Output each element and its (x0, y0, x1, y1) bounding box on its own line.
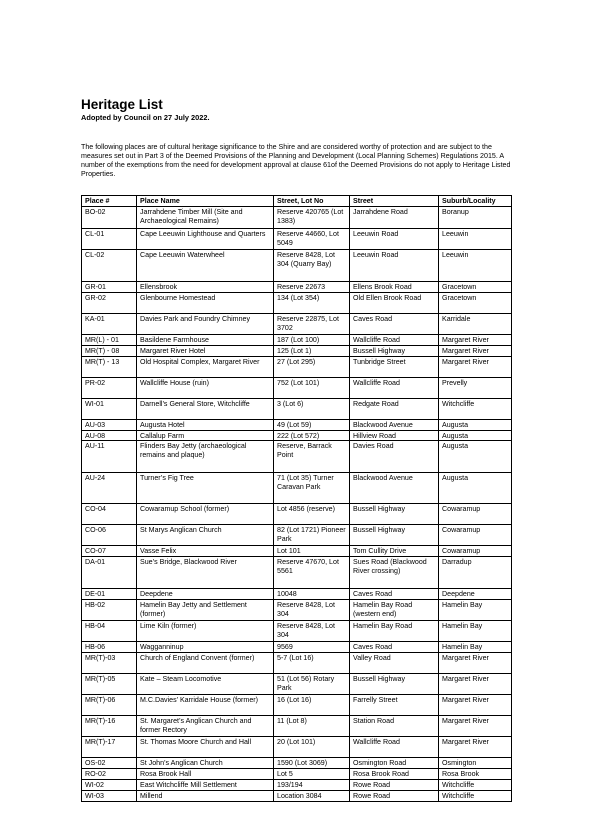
header-suburb: Suburb/Locality (439, 196, 512, 207)
suburb-cell: Karridale (439, 313, 512, 334)
street-cell: Rowe Road (350, 779, 439, 790)
place-number-cell: CL-02 (82, 249, 137, 281)
street-lot-cell: Reserve 22673 (274, 281, 350, 292)
street-cell: Blackwood Avenue (350, 473, 439, 504)
table-row (82, 249, 512, 281)
table-row (82, 737, 512, 758)
header-street: Street (350, 196, 439, 207)
street-cell: Hamelin Bay Road (350, 621, 439, 642)
suburb-cell: Cowaramup (439, 525, 512, 546)
place-name-cell: Millend (137, 790, 274, 801)
table-row (82, 600, 512, 621)
suburb-cell: Cowaramup (439, 504, 512, 525)
intro-paragraph: The following places are of cultural heritage significance to the Shire and are considered worthy of protection and are subject to the measures set out in Part 3 of the Deemed Provisions of the Planning and Development (Local Planning Schemes) Regulations 2015. A number of the exemptions from the need for development approval at clause 61of the Deemed Provisions do not apply to Heritage Listed Properties. (81, 143, 511, 179)
table-row (82, 653, 512, 674)
suburb-cell: Margaret River (439, 356, 512, 377)
street-lot-cell: 9569 (274, 642, 350, 653)
suburb-cell: Augusta (439, 430, 512, 441)
place-name-cell: Flinders Bay Jetty (archaeological remains and plaque) (137, 441, 274, 473)
place-name-cell: Rosa Brook Hall (137, 769, 274, 780)
place-name-cell: Church of England Convent (former) (137, 653, 274, 674)
table-row (82, 419, 512, 430)
street-cell: Bussell Highway (350, 525, 439, 546)
street-cell: Leeuwin Road (350, 249, 439, 281)
street-cell: Hamelin Bay Road (western end) (350, 600, 439, 621)
table-row (82, 779, 512, 790)
street-lot-cell: Reserve 8428, Lot 304 (Quarry Bay) (274, 249, 350, 281)
table-row (82, 398, 512, 419)
header-street-lot: Street, Lot No (274, 196, 350, 207)
street-lot-cell: Reserve, Barrack Point (274, 441, 350, 473)
place-number-cell: BO-02 (82, 206, 137, 228)
street-cell: Farrelly Street (350, 695, 439, 716)
place-number-cell: AU-24 (82, 473, 137, 504)
place-number-cell: OS-02 (82, 758, 137, 769)
place-number-cell: RO-02 (82, 769, 137, 780)
place-name-cell: St John’s Anglican Church (137, 758, 274, 769)
table-row (82, 377, 512, 398)
suburb-cell: Witchcliffe (439, 790, 512, 801)
place-name-cell: St Marys Anglican Church (137, 525, 274, 546)
table-row (82, 504, 512, 525)
place-number-cell: GR-01 (82, 281, 137, 292)
place-number-cell: MR(T) - 08 (82, 345, 137, 356)
suburb-cell: Rosa Brook (439, 769, 512, 780)
suburb-cell: Margaret River (439, 716, 512, 737)
street-cell: Caves Road (350, 642, 439, 653)
place-name-cell: Cowaramup School (former) (137, 504, 274, 525)
street-lot-cell: 3 (Lot 6) (274, 398, 350, 419)
street-cell: Ellens Brook Road (350, 281, 439, 292)
table-row (82, 642, 512, 653)
suburb-cell: Prevelly (439, 377, 512, 398)
suburb-cell: Margaret River (439, 695, 512, 716)
street-cell: Blackwood Avenue (350, 419, 439, 430)
street-lot-cell: Location 3084 (274, 790, 350, 801)
table-row (82, 621, 512, 642)
table-row (82, 525, 512, 546)
place-name-cell: Hamelin Bay Jetty and Settlement (former) (137, 600, 274, 621)
place-name-cell: Vasse Felix (137, 546, 274, 557)
street-lot-cell: Reserve 420765 (Lot 1383) (274, 206, 350, 228)
place-number-cell: DE-01 (82, 589, 137, 600)
street-cell: Leeuwin Road (350, 228, 439, 249)
place-name-cell: Darnell’s General Store, Witchcliffe (137, 398, 274, 419)
table-row (82, 206, 512, 228)
table-row (82, 758, 512, 769)
street-lot-cell: 5-7 (Lot 16) (274, 653, 350, 674)
suburb-cell: Hamelin Bay (439, 600, 512, 621)
street-lot-cell: 752 (Lot 101) (274, 377, 350, 398)
place-number-cell: WI-01 (82, 398, 137, 419)
table-row (82, 716, 512, 737)
street-cell: Osmington Road (350, 758, 439, 769)
suburb-cell: Margaret River (439, 653, 512, 674)
place-name-cell: Basildene Farmhouse (137, 334, 274, 345)
place-name-cell: Cape Leeuwin Lighthouse and Quarters (137, 228, 274, 249)
place-name-cell: Margaret River Hotel (137, 345, 274, 356)
place-name-cell: St. Margaret’s Anglican Church and former Rectory (137, 716, 274, 737)
suburb-cell: Leeuwin (439, 249, 512, 281)
table-row (82, 228, 512, 249)
place-number-cell: HB-04 (82, 621, 137, 642)
suburb-cell: Augusta (439, 419, 512, 430)
street-lot-cell: Reserve 22875, Lot 3702 (274, 313, 350, 334)
suburb-cell: Deepdene (439, 589, 512, 600)
street-lot-cell: Reserve 47670, Lot 5561 (274, 557, 350, 589)
header-place-number: Place # (82, 196, 137, 207)
street-cell: Old Ellen Brook Road (350, 292, 439, 313)
adoption-note: Adopted by Council on 27 July 2022. (81, 113, 210, 122)
place-name-cell: Kate – Steam Locomotive (137, 674, 274, 695)
street-lot-cell: 11 (Lot 8) (274, 716, 350, 737)
place-number-cell: HB-02 (82, 600, 137, 621)
place-number-cell: CL-01 (82, 228, 137, 249)
suburb-cell: Gracetown (439, 292, 512, 313)
suburb-cell: Margaret River (439, 334, 512, 345)
place-name-cell: M.C.Davies’ Karridale House (former) (137, 695, 274, 716)
place-number-cell: CO-06 (82, 525, 137, 546)
street-lot-cell: 222 (Lot 572) (274, 430, 350, 441)
suburb-cell: Hamelin Bay (439, 621, 512, 642)
place-number-cell: PR-02 (82, 377, 137, 398)
street-lot-cell: Reserve 44660, Lot 5049 (274, 228, 350, 249)
street-cell: Redgate Road (350, 398, 439, 419)
suburb-cell: Witchcliffe (439, 398, 512, 419)
place-name-cell: Cape Leeuwin Waterwheel (137, 249, 274, 281)
suburb-cell: Leeuwin (439, 228, 512, 249)
place-number-cell: WI-02 (82, 779, 137, 790)
table-row (82, 790, 512, 801)
place-number-cell: GR-02 (82, 292, 137, 313)
street-cell: Jarrahdene Road (350, 206, 439, 228)
street-lot-cell: 51 (Lot 56) Rotary Park (274, 674, 350, 695)
place-name-cell: Augusta Hotel (137, 419, 274, 430)
table-row (82, 281, 512, 292)
street-cell: Tom Cullity Drive (350, 546, 439, 557)
place-name-cell: East Witchcliffe Mill Settlement (137, 779, 274, 790)
place-number-cell: AU-08 (82, 430, 137, 441)
place-number-cell: HB-06 (82, 642, 137, 653)
table-header-row (82, 196, 512, 207)
street-cell: Wallcliffe Road (350, 737, 439, 758)
suburb-cell: Osmington (439, 758, 512, 769)
place-number-cell: CO-04 (82, 504, 137, 525)
place-number-cell: MR(L) - 01 (82, 334, 137, 345)
street-lot-cell: 125 (Lot 1) (274, 345, 350, 356)
table-row (82, 695, 512, 716)
table-row (82, 546, 512, 557)
table-row (82, 356, 512, 377)
suburb-cell: Darradup (439, 557, 512, 589)
suburb-cell: Augusta (439, 441, 512, 473)
street-cell: Davies Road (350, 441, 439, 473)
street-lot-cell: 10048 (274, 589, 350, 600)
street-cell: Wallcliffe Road (350, 377, 439, 398)
place-number-cell: CO-07 (82, 546, 137, 557)
street-lot-cell: 187 (Lot 100) (274, 334, 350, 345)
street-cell: Valley Road (350, 653, 439, 674)
street-cell: Wallcliffe Road (350, 334, 439, 345)
street-lot-cell: 20 (Lot 101) (274, 737, 350, 758)
place-number-cell: MR(T)-05 (82, 674, 137, 695)
street-cell: Sues Road (Blackwood River crossing) (350, 557, 439, 589)
street-cell: Rosa Brook Road (350, 769, 439, 780)
place-number-cell: MR(T)-17 (82, 737, 137, 758)
table-row (82, 292, 512, 313)
place-name-cell: Callalup Farm (137, 430, 274, 441)
place-number-cell: WI-03 (82, 790, 137, 801)
suburb-cell: Witchcliffe (439, 779, 512, 790)
suburb-cell: Augusta (439, 473, 512, 504)
street-lot-cell: 71 (Lot 35) Turner Caravan Park (274, 473, 350, 504)
street-lot-cell: Reserve 8428, Lot 304 (274, 621, 350, 642)
street-lot-cell: Lot 4856 (reserve) (274, 504, 350, 525)
table-row (82, 345, 512, 356)
place-number-cell: MR(T)-16 (82, 716, 137, 737)
suburb-cell: Margaret River (439, 737, 512, 758)
suburb-cell: Margaret River (439, 345, 512, 356)
street-cell: Bussell Highway (350, 345, 439, 356)
place-number-cell: AU-03 (82, 419, 137, 430)
street-lot-cell: Lot 5 (274, 769, 350, 780)
table-body (82, 206, 512, 801)
place-name-cell: Ellensbrook (137, 281, 274, 292)
table-row (82, 334, 512, 345)
place-name-cell: Deepdene (137, 589, 274, 600)
table-row (82, 674, 512, 695)
street-lot-cell: 82 (Lot 1721) Pioneer Park (274, 525, 350, 546)
place-number-cell: MR(T)-06 (82, 695, 137, 716)
place-name-cell: Turner’s Fig Tree (137, 473, 274, 504)
place-name-cell: Glenbourne Homestead (137, 292, 274, 313)
street-lot-cell: 16 (Lot 16) (274, 695, 350, 716)
heritage-table (81, 195, 512, 802)
suburb-cell: Margaret River (439, 674, 512, 695)
street-cell: Bussell Highway (350, 674, 439, 695)
suburb-cell: Boranup (439, 206, 512, 228)
table-row (82, 769, 512, 780)
place-name-cell: Wallcliffe House (ruin) (137, 377, 274, 398)
street-lot-cell: 134 (Lot 354) (274, 292, 350, 313)
place-name-cell: Lime Kiln (former) (137, 621, 274, 642)
street-lot-cell: 193/194 (274, 779, 350, 790)
street-lot-cell: 27 (Lot 295) (274, 356, 350, 377)
place-name-cell: Sue’s Bridge, Blackwood River (137, 557, 274, 589)
suburb-cell: Gracetown (439, 281, 512, 292)
place-name-cell: Jarrahdene Timber Mill (Site and Archaeological Remains) (137, 206, 274, 228)
suburb-cell: Hamelin Bay (439, 642, 512, 653)
place-number-cell: MR(T) - 13 (82, 356, 137, 377)
table-row (82, 430, 512, 441)
street-cell: Station Road (350, 716, 439, 737)
table-row (82, 441, 512, 473)
place-number-cell: KA-01 (82, 313, 137, 334)
place-name-cell: Wagganninup (137, 642, 274, 653)
street-cell: Rowe Road (350, 790, 439, 801)
page-title: Heritage List (81, 97, 163, 112)
table-row (82, 313, 512, 334)
street-lot-cell: 49 (Lot 59) (274, 419, 350, 430)
street-lot-cell: 1590 (Lot 3069) (274, 758, 350, 769)
table-row (82, 473, 512, 504)
table-row (82, 589, 512, 600)
place-name-cell: St. Thomas Moore Church and Hall (137, 737, 274, 758)
street-cell: Bussell Highway (350, 504, 439, 525)
place-name-cell: Davies Park and Foundry Chimney (137, 313, 274, 334)
place-name-cell: Old Hospital Complex, Margaret River (137, 356, 274, 377)
header-place-name: Place Name (137, 196, 274, 207)
street-cell: Hillview Road (350, 430, 439, 441)
street-cell: Caves Road (350, 589, 439, 600)
place-number-cell: MR(T)-03 (82, 653, 137, 674)
street-lot-cell: Lot 101 (274, 546, 350, 557)
table-row (82, 557, 512, 589)
street-cell: Caves Road (350, 313, 439, 334)
place-number-cell: DA-01 (82, 557, 137, 589)
street-lot-cell: Reserve 8428, Lot 304 (274, 600, 350, 621)
place-number-cell: AU-11 (82, 441, 137, 473)
street-cell: Tunbridge Street (350, 356, 439, 377)
suburb-cell: Cowaramup (439, 546, 512, 557)
